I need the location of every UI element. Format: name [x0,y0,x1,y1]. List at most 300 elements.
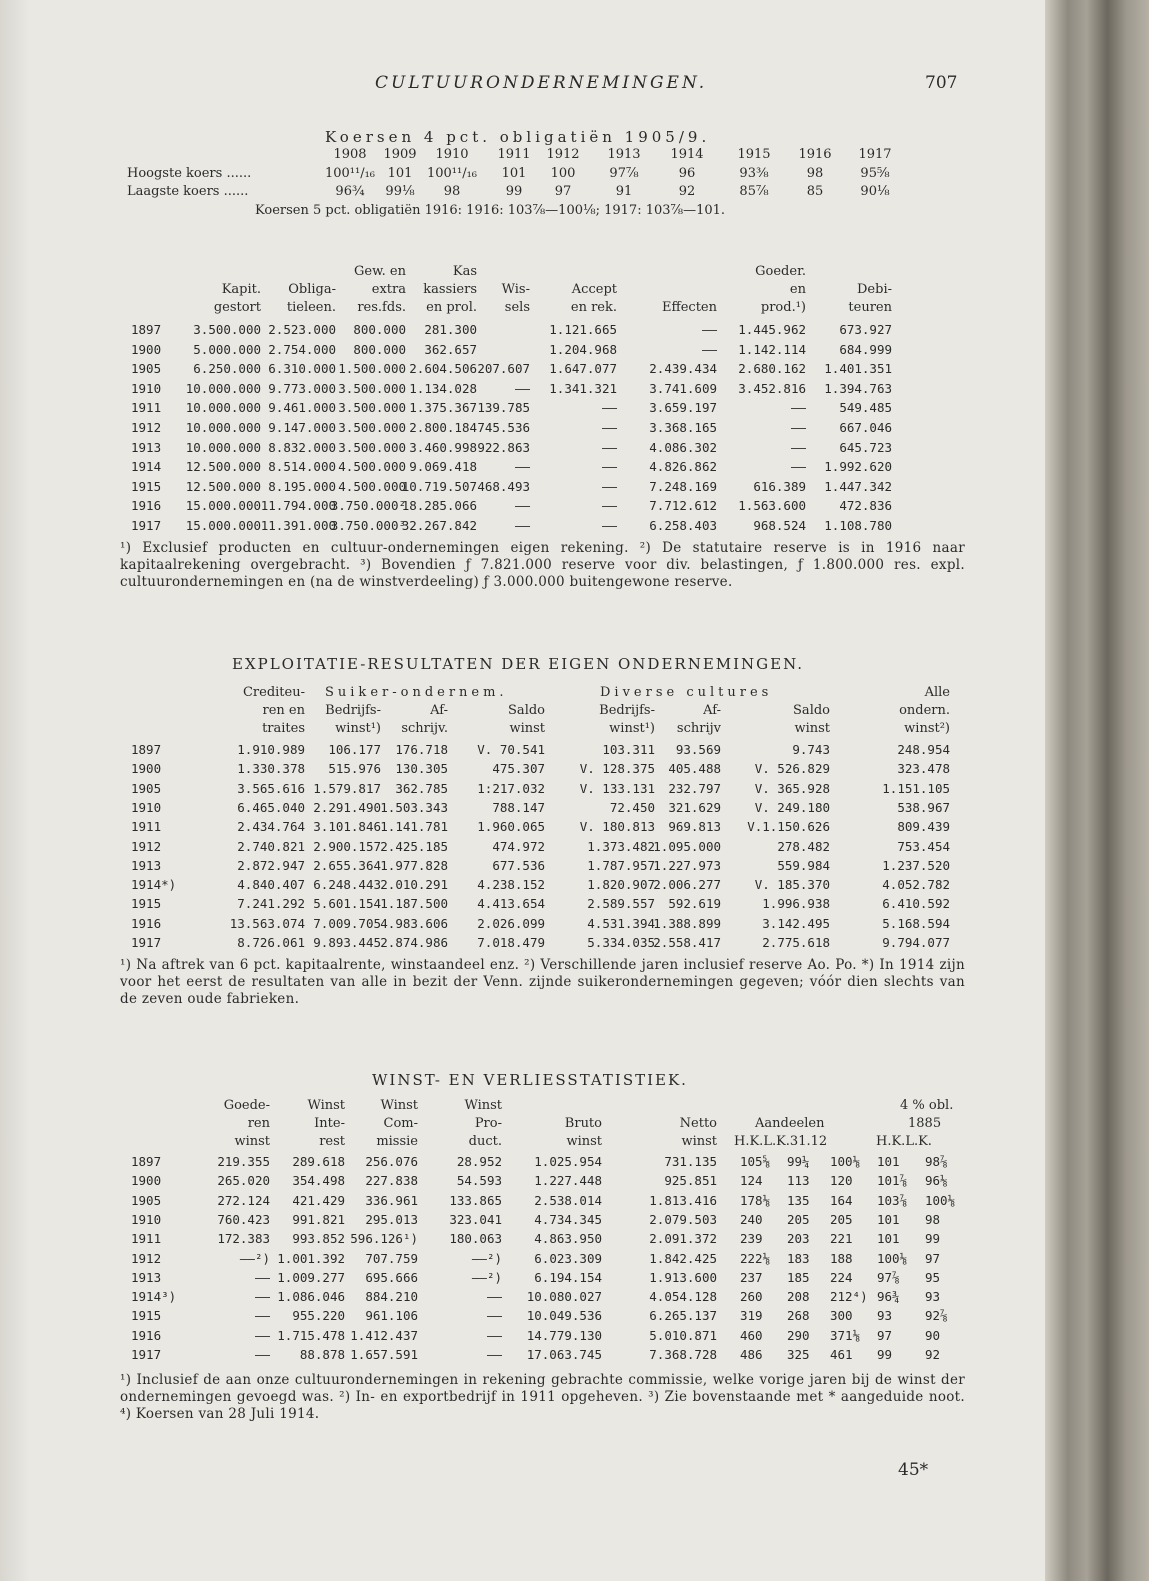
balance-cell: 18.285.066 [401,498,477,514]
balance-cell: —— [790,420,806,435]
exploitation-cell: V.1.150.626 [747,819,830,835]
balance-year: 1915 [131,478,162,494]
profit-cell: 336.961 [365,1192,418,1208]
profit-header: winst [681,1134,717,1149]
exploitation-cell: 475.307 [492,761,545,777]
profit-cell: 133.865 [449,1192,502,1208]
profit-share-cell: 188 [830,1250,853,1266]
bonds-cell: 95⅝ [860,166,890,181]
profit-cell: 4.863.950 [534,1231,602,1247]
profit-bond-cell: 97 [925,1250,941,1266]
profit-cell: 88.878 [299,1347,345,1362]
exploitation-cell: 809.439 [897,819,950,835]
bonds-cell: 93⅜ [739,166,769,181]
exploitation-cell: 8.726.061 [237,935,305,950]
profit-share-cell: 120 [830,1173,853,1189]
profit-cell: 6.265.137 [649,1308,717,1324]
exploitation-cell: 538.967 [897,799,950,815]
profit-header: duct. [468,1134,502,1149]
exploitation-cell: 405.488 [668,761,721,777]
profit-cell: 707.759 [365,1250,418,1266]
exploitation-header: ren en [262,703,305,718]
balance-cell: 4.500.000 [338,459,406,475]
profit-cell: 2.079.503 [649,1211,717,1227]
balance-cell: 9.147.000 [268,420,336,435]
exploitation-cell: 1.820.907 [587,877,655,893]
profit-header: Netto [679,1116,717,1131]
profit-cell: 925.851 [664,1173,717,1189]
profit-bond-cell: 92 [925,1347,941,1362]
bonds-year-header: 1910 [435,147,469,162]
exploitation-year: 1917 [131,935,162,950]
exploitation-cell: 474.972 [492,838,545,854]
profit-cell: —— [254,1269,270,1285]
bonds-year-header: 1912 [546,147,580,162]
balance-header: Kapit. [221,282,261,297]
balance-cell: 549.485 [839,400,892,416]
exploitation-cell: 1.388.899 [653,915,721,931]
profit-cell: 354.498 [292,1173,345,1189]
profit-cell: —— [254,1347,270,1362]
profit-cell: —— [486,1327,502,1343]
balance-cell: 745.536 [477,420,530,435]
profit-share-cell: 178⅛ [740,1192,771,1208]
profit-title: WINST- EN VERLIESSTATISTIEK. [372,1071,688,1089]
exploitation-year: 1913 [131,857,162,873]
profit-cell: 2.091.372 [649,1231,717,1247]
balance-header: Debi- [857,282,892,297]
balance-year: 1911 [131,400,162,416]
balance-cell: 3.500.000 [193,322,261,337]
exploitation-cell: 4.052.782 [882,877,950,893]
balance-cell: 11.391.000 [260,518,336,533]
profit-cell: 6.194.154 [534,1269,602,1285]
profit-cell: 295.013 [365,1211,418,1227]
profit-cell: 17.063.745 [526,1347,602,1362]
bonds-year-header: 1908 [333,147,367,162]
bonds-cell: 100¹¹/₁₆ [324,166,376,181]
exploitation-cell: V. 133.131 [579,780,655,796]
balance-header: en prol. [426,300,477,315]
exploitation-cell: 3.142.495 [762,915,830,931]
exploitation-header: Bedrijfs- [599,703,655,718]
balance-cell: 6.310.000 [268,361,336,377]
exploitation-header: Af- [703,703,721,718]
balance-cell: —— [701,322,717,337]
exploitation-cell: 559.984 [777,857,830,873]
balance-cell: 1.394.763 [824,380,892,396]
balance-cell: —— [514,498,530,514]
balance-year: 1912 [131,420,162,435]
page-edge [0,0,30,1581]
exploitation-cell: 1:217.032 [477,780,545,796]
balance-cell: 4.500.000 [338,478,406,494]
profit-year: 1915 [131,1308,162,1324]
exploitation-cell: 1.141.781 [380,819,448,835]
exploitation-cell: 1.237.520 [882,857,950,873]
profit-bond-cell: 103⅞ [877,1192,908,1208]
bonds-cell: 96¾ [335,184,365,199]
balance-cell: 2.604.506 [409,361,477,377]
profit-cell: —— [486,1289,502,1305]
exploitation-title: EXPLOITATIE-RESULTATEN DER EIGEN ONDERNEMINGEN. [232,655,805,673]
bonds-cell: 99⅛ [385,184,415,199]
balance-cell: 7.712.612 [649,498,717,514]
profit-share-cell: 239 [740,1231,763,1247]
exploitation-cell: 2.425.185 [380,838,448,854]
exploitation-cell: V. 70.541 [477,742,545,757]
exploitation-header: Crediteu- [242,685,305,700]
exploitation-year: 1916 [131,915,162,931]
balance-cell: —— [601,400,617,416]
bonds-cell: 90⅛ [860,184,890,199]
bonds-cell: 101 [501,166,527,181]
balance-cell: 3.500.000 [338,439,406,455]
exploitation-cell: 1.187.500 [380,896,448,912]
profit-cell: 1.001.392 [277,1250,345,1266]
profit-year: 1910 [131,1211,162,1227]
profit-share-cell: 183 [787,1250,810,1266]
balance-year: 1910 [131,380,162,396]
exploitation-cell: 72.450 [609,799,655,815]
balance-cell: 8.195.000 [268,478,336,494]
balance-cell: 472.836 [839,498,892,514]
profit-header: Bruto [564,1116,602,1131]
exploitation-cell: 969.813 [668,819,721,835]
exploitation-cell: 176.718 [395,742,448,757]
exploitation-cell: 4.238.152 [477,877,545,893]
exploitation-year: 1900 [131,761,162,777]
profit-cell: 1.913.600 [649,1269,717,1285]
exploitation-year: 1912 [131,838,162,854]
exploitation-cell: 130.305 [395,761,448,777]
balance-cell: 1.121.665 [549,322,617,337]
page-number: 707 [925,73,958,93]
profit-year: 1912 [131,1250,162,1266]
profit-share-cell: 105⅝ [740,1154,771,1169]
balance-cell: 362.657 [424,341,477,357]
exploitation-header: winst¹) [335,721,381,736]
balance-header: teuren [848,300,892,315]
exploitation-cell: 93.569 [675,742,721,757]
exploitation-cell: 2.874.986 [380,935,448,950]
exploitation-cell: V. 128.375 [579,761,655,777]
profit-cell: 180.063 [449,1231,502,1247]
profit-share-cell: 371⅛ [830,1327,861,1343]
profit-share-cell: 240 [740,1211,763,1227]
profit-bond-cell: 98⅞ [925,1154,948,1169]
balance-year: 1917 [131,518,162,533]
profit-cell: 10.049.536 [526,1308,602,1324]
bonds-year-header: 1917 [858,147,892,162]
balance-cell: 2.439.434 [649,361,717,377]
profit-cell: 7.368.728 [649,1347,717,1362]
balance-cell: 10.000.000 [185,400,261,416]
balance-cell: 3.368.165 [649,420,717,435]
balance-cell: —— [601,420,617,435]
profit-bond-cell: 101 [877,1154,900,1169]
exploitation-cell: 323.478 [897,761,950,777]
profit-cell: ——²) [471,1250,502,1266]
profit-cell: 227.838 [365,1173,418,1189]
balance-cell: —— [514,459,530,475]
exploitation-cell: 2.775.618 [762,935,830,950]
profit-bond-cell: 101⅞ [877,1173,908,1189]
profit-cell: 1.412.437 [350,1327,418,1343]
profit-cell: 172.383 [217,1231,270,1247]
balance-cell: —— [790,400,806,416]
balance-cell: 667.046 [839,420,892,435]
balance-header: sels [504,300,530,315]
balance-note: ¹) Exclusief producten en cultuur-ondernemingen eigen rekening. ²) De statutaire reserve is in 1916 naar kapitaalrekening overgebracht. ³) Bovendien ƒ 7.821.000 reserve voor div. belastingen, ƒ 1.800.000 res. expl. cultuurondernemingen en (na de winstverdeeling) ƒ 3.000.000 buitengewone reserve. [120,540,965,590]
bonds-cell: 99 [505,184,523,199]
balance-cell: 1.992.620 [824,459,892,475]
bonds-cell: 98 [443,184,461,199]
balance-header: kassiers [423,282,477,297]
bonds-note: Koersen 5 pct. obligatiën 1916: 1916: 103⅞—100⅛; 1917: 103⅞—101. [255,203,726,218]
profit-cell: —— [254,1327,270,1343]
exploitation-cell: 2.740.821 [237,838,305,854]
exploitation-cell: 9.893.445 [313,935,381,950]
exploitation-year: 1915 [131,896,162,912]
profit-share-cell: 135 [787,1192,810,1208]
profit-share-cell: 268 [787,1308,810,1324]
balance-cell: 468.493 [477,478,530,494]
profit-cell: 1.086.046 [277,1289,345,1305]
profit-share-cell: 100⅛ [830,1154,861,1169]
exploitation-cell: V. 365.928 [754,780,830,796]
exploitation-cell: 7.018.479 [477,935,545,950]
balance-header: res.fds. [357,300,406,315]
balance-cell: 7.248.169 [649,478,717,494]
profit-bond-cell: 101 [877,1211,900,1227]
exploitation-cell: 1.977.828 [380,857,448,873]
exploitation-cell: 515.976 [328,761,381,777]
bonds-cell: 85⅞ [739,184,769,199]
balance-year: 1916 [131,498,162,514]
profit-cell: 961.106 [365,1308,418,1324]
balance-cell: —— [601,498,617,514]
exploitation-cell: 9.794.077 [882,935,950,950]
profit-year: 1897 [131,1154,162,1169]
exploitation-cell: 321.629 [668,799,721,815]
balance-cell: 1.142.114 [738,341,806,357]
exploitation-cell: 1.227.973 [653,857,721,873]
exploitation-cell: 1.579.817 [313,780,381,796]
profit-header: winst [566,1134,602,1149]
profit-share-cell: 205 [787,1211,810,1227]
profit-share-cell: 290 [787,1327,810,1343]
balance-cell: 9.069.418 [409,459,477,475]
balance-cell: 4.086.302 [649,439,717,455]
exploitation-cell: 232.797 [668,780,721,796]
profit-header: Winst [307,1098,345,1113]
exploitation-header: winst [794,721,830,736]
exploitation-year: 1910 [131,799,162,815]
balance-cell: 800.000 [353,341,406,357]
profit-bond-cell: 97 [877,1327,893,1343]
profit-cell: 993.852 [292,1231,345,1247]
balance-header: prod.¹) [760,300,806,315]
profit-cell: 219.355 [217,1154,270,1169]
profit-cell: 28.952 [456,1154,502,1169]
balance-cell: 9.461.000 [268,400,336,416]
exploitation-cell: 7.241.292 [237,896,305,912]
balance-cell: —— [514,380,530,396]
balance-cell: 6.250.000 [193,361,261,377]
profit-bond-cell: 90 [925,1327,941,1343]
balance-cell: 1.375.367 [409,400,477,416]
profit-cell: 991.821 [292,1211,345,1227]
profit-bond-cell: 98 [925,1211,941,1227]
profit-bond-cell: 99 [925,1231,941,1247]
exploitation-cell: 6.465.040 [237,799,305,815]
exploitation-year: 1914*) [131,877,177,893]
balance-year: 1900 [131,341,162,357]
balance-cell: 1.204.968 [549,341,617,357]
profit-year: 1916 [131,1327,162,1343]
exploitation-cell: 1.996.938 [762,896,830,912]
exploitation-cell: 2.872.947 [237,857,305,873]
exploitation-cell: V. 249.180 [754,799,830,815]
balance-cell: 3.452.816 [738,380,806,396]
balance-cell: 10.719.507 [401,478,477,494]
profit-header: ren [247,1116,270,1131]
exploitation-cell: 2.558.417 [653,935,721,950]
exploitation-cell: 106.177 [328,742,381,757]
bonds-year-header: 1911 [497,147,531,162]
exploitation-cell: 248.954 [897,742,950,757]
exploitation-cell: 2.589.557 [587,896,655,912]
profit-cell: ——²) [239,1250,270,1266]
profit-year: 1905 [131,1192,162,1208]
bonds-cell: 91 [615,184,633,199]
balance-cell: 8.514.000 [268,459,336,475]
balance-year: 1905 [131,361,162,377]
profit-cell: 323.041 [449,1211,502,1227]
profit-cell: 1.025.954 [534,1154,602,1169]
balance-cell: 1.401.351 [824,361,892,377]
balance-cell: 616.389 [753,478,806,494]
profit-cell: 596.126¹) [350,1231,418,1247]
balance-cell: 2.523.000 [268,322,336,337]
profit-bond-cell: 92⅞ [925,1308,948,1324]
profit-obl-title: 4 % obl. [900,1098,954,1113]
exploitation-header: traites [262,721,305,736]
running-head: CULTUURONDERNEMINGEN. [375,73,708,93]
profit-header: Winst [380,1098,418,1113]
profit-cell: 5.010.871 [649,1327,717,1343]
bonds-cell: 85 [806,184,824,199]
profit-share-cell: 300 [830,1308,853,1324]
exploitation-year: 1897 [131,742,162,757]
balance-header: Effecten [662,300,717,315]
profit-cell: —— [486,1347,502,1362]
balance-cell: 1.447.342 [824,478,892,494]
bonds-cell: 97 [554,184,572,199]
balance-cell: —— [601,478,617,494]
profit-share-cell: 325 [787,1347,810,1362]
balance-cell: 3.500.000 [338,380,406,396]
exploitation-cell: 1.151.105 [882,780,950,796]
profit-bond-cell: 100⅛ [877,1250,908,1266]
profit-cell: ——²) [471,1269,502,1285]
profit-share-cell: 99¼ [787,1154,810,1169]
profit-cell: 760.423 [217,1211,270,1227]
balance-cell: 1.445.962 [738,322,806,337]
profit-bond-cell: 93 [925,1289,941,1305]
balance-year: 1913 [131,439,162,455]
profit-share-cell: 124 [740,1173,763,1189]
balance-cell: 3.750.000² [330,498,406,514]
exploitation-cell: 103.311 [602,742,655,757]
balance-cell: 6.258.403 [649,518,717,533]
exploitation-cell: V. 185.370 [754,877,830,893]
balance-cell: 15.000.000 [185,518,261,533]
profit-share-cell: 205 [830,1211,853,1227]
signature-mark: 45* [898,1460,929,1480]
balance-cell: 32.267.842 [401,518,477,533]
balance-year: 1897 [131,322,162,337]
profit-note: ¹) Inclusief de aan onze cultuurondernemingen in rekening gebrachte commissie, welke vorige jaren bij de winst der ondernemingen gevoegd was. ²) In- en exportbedrijf in 1911 opgeheven. ³) Zie bovenstaande met * aangeduide noot. ⁴) Koersen van 28 Juli 1914. [120,1372,965,1422]
exploitation-cell: 1.960.065 [477,819,545,835]
profit-cell: —— [254,1308,270,1324]
exploitation-year: 1905 [131,780,162,796]
balance-cell: 15.000.000 [185,498,261,514]
balance-cell: 10.000.000 [185,380,261,396]
profit-cell: 6.023.309 [534,1250,602,1266]
balance-cell: 800.000 [353,322,406,337]
exploitation-cell: 1.330.378 [237,761,305,777]
profit-cell: 1.715.478 [277,1327,345,1343]
balance-cell: 1.108.780 [824,518,892,533]
exploitation-cell: 788.147 [492,799,545,815]
balance-cell: 12.500.000 [185,478,261,494]
profit-cell: 1.842.425 [649,1250,717,1266]
exploitation-header: Alle [924,685,950,700]
profit-share-cell: 203 [787,1231,810,1247]
profit-cell: 10.080.027 [526,1289,602,1305]
bonds-year-header: 1914 [670,147,704,162]
balance-header: Kas [452,264,477,279]
bonds-cell: 98 [806,166,824,181]
balance-cell: 673.927 [839,322,892,337]
balance-cell: 1.647.077 [549,361,617,377]
profit-cell: —— [486,1308,502,1324]
profit-year: 1911 [131,1231,162,1247]
balance-cell: 684.999 [839,341,892,357]
profit-header: Goede- [223,1098,270,1113]
profit-header: Com- [383,1116,418,1131]
balance-cell: 5.000.000 [193,341,261,357]
profit-header: missie [376,1134,418,1149]
profit-cell: 272.124 [217,1192,270,1208]
profit-share-cell: 113 [787,1173,810,1189]
balance-header: en [789,282,806,297]
profit-share-cell: 319 [740,1308,763,1324]
profit-share-cell: 486 [740,1347,763,1362]
exploitation-cell: 677.536 [492,857,545,873]
profit-cell: 1.657.591 [350,1347,418,1362]
profit-cell: 4.054.128 [649,1289,717,1305]
profit-cell: 421.429 [292,1192,345,1208]
balance-cell: —— [601,518,617,533]
bonds-year-header: 1909 [383,147,417,162]
profit-cell: 2.538.014 [534,1192,602,1208]
profit-cell: 256.076 [365,1154,418,1169]
profit-header: winst [234,1134,270,1149]
balance-cell: —— [601,439,617,455]
